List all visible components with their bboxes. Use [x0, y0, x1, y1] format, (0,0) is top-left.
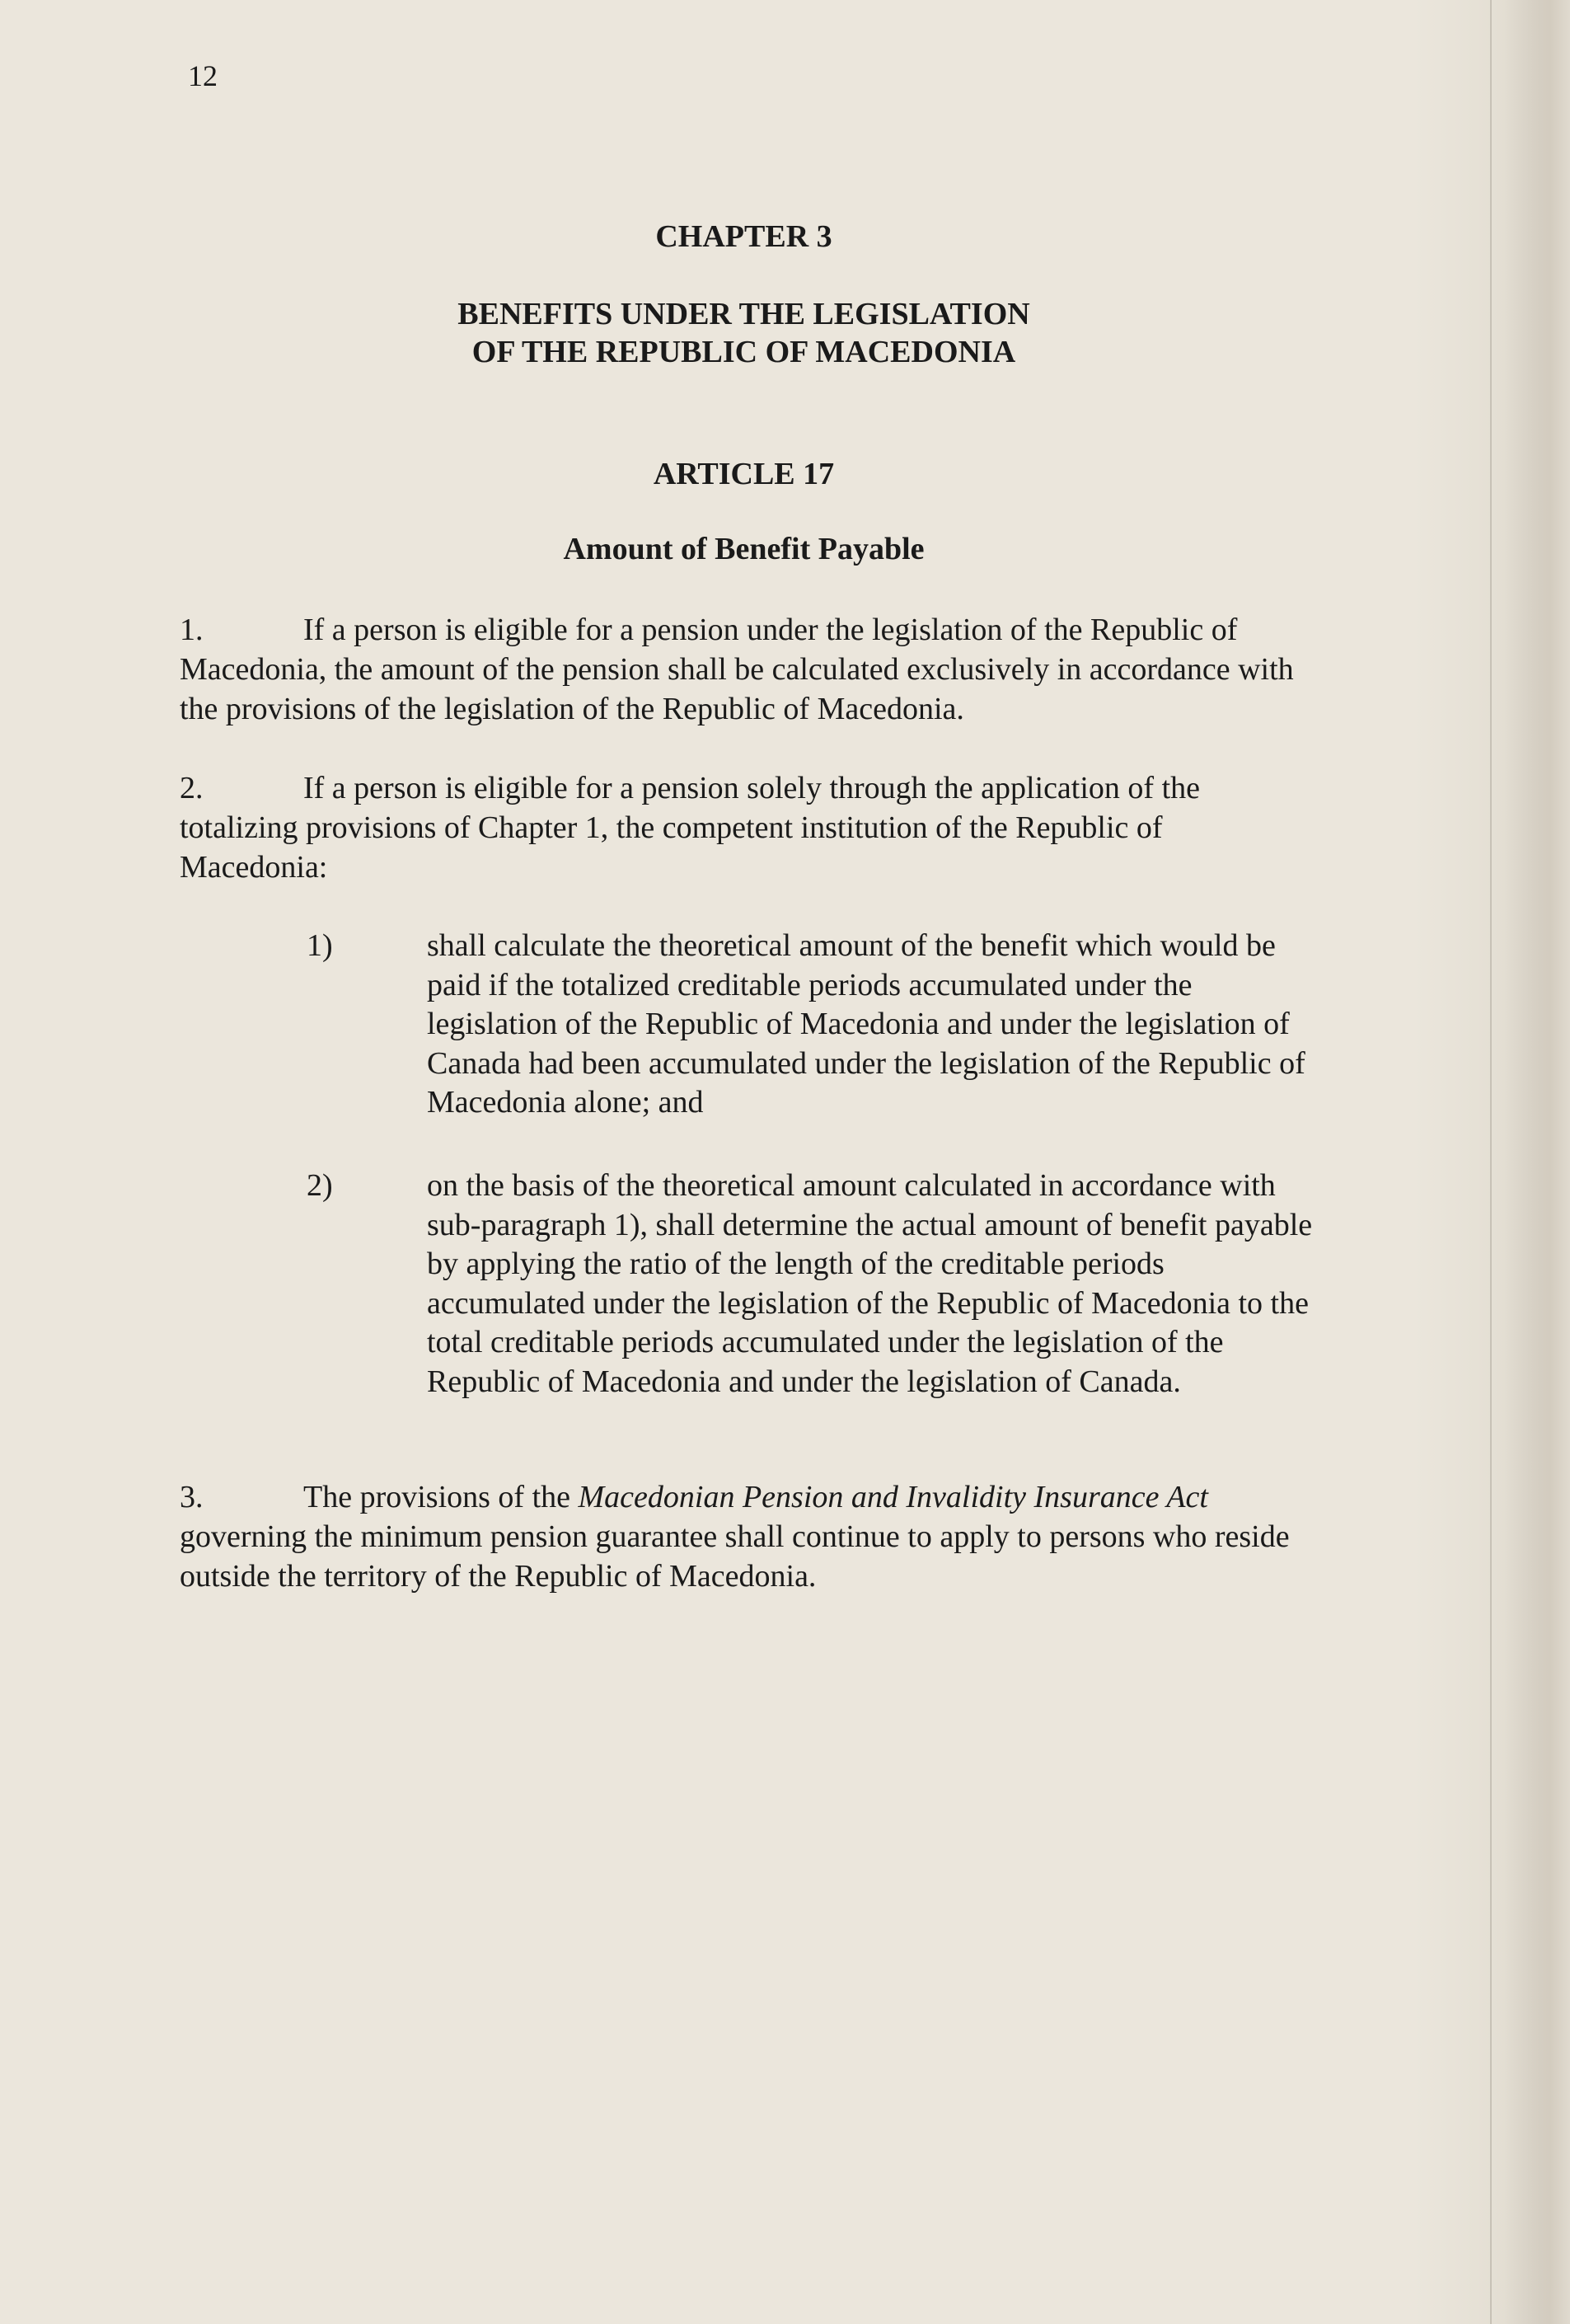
act-title: Macedonian Pension and Invalidity Insurance Act: [578, 1480, 1208, 1514]
paragraph-text: The provisions of the: [303, 1480, 579, 1514]
page-binding-shadow: [1504, 0, 1570, 2324]
paragraph-text: If a person is eligible for a pension solely through the application of the totalizing provisions of Chapter 1, the competent institution of the Republic of Macedonia:: [180, 771, 1200, 885]
article-subject: Amount of Benefit Payable: [563, 532, 925, 566]
paragraph-text-continued: governing the minimum pension guarantee shall continue to apply to persons who reside outside the territory of the Republic of Macedonia.: [180, 1519, 1290, 1594]
part-title: [0, 295, 1488, 371]
page-number: 12: [188, 59, 218, 92]
page-fold-line: [1490, 0, 1492, 2324]
article-heading: ARTICLE 17: [653, 457, 835, 491]
paragraph-number: 1.: [180, 613, 204, 647]
paragraph-2: [180, 768, 1317, 887]
subparagraph-1: [307, 927, 1329, 1124]
paragraph-3: [180, 1477, 1317, 1596]
paragraph-number: 2.: [180, 771, 204, 805]
paragraph-1: [180, 610, 1317, 729]
subparagraph-number: 2): [307, 1168, 333, 1203]
subparagraph-number: 1): [307, 928, 333, 963]
paragraph-number: 3.: [180, 1480, 204, 1514]
paragraph-text: If a person is eligible for a pension under the legislation of the Republic of Macedonia, the amount of the pension shall be calculated exclusively in accordance with the provisions of the legislation of the Republic of Macedonia.: [180, 613, 1294, 726]
part-title-line-2: OF THE REPUBLIC OF MACEDONIA: [471, 335, 1016, 369]
subparagraph-2: [307, 1167, 1329, 1447]
chapter-heading: CHAPTER 3: [655, 219, 832, 254]
subparagraph-text: shall calculate the theoretical amount of the benefit which would be paid if the totalized creditable periods accumulated under the legislation of the Republic of Macedonia and under the legislation of Canada had been accumulated under the legislation of the Republic of Macedonia alone; and: [427, 928, 1305, 1120]
part-title-line-1: BENEFITS UNDER THE LEGISLATION: [457, 297, 1030, 331]
subparagraph-text: on the basis of the theoretical amount calculated in accordance with sub-paragraph 1), shall determine the actual amount of benefit payable by applying the ratio of the length of the creditable periods accumulated under the legislation of the Republic of Macedonia to the total creditable periods accumulated under the legislation of the Republic of Macedonia and under the legislation of Canada.: [427, 1168, 1313, 1399]
